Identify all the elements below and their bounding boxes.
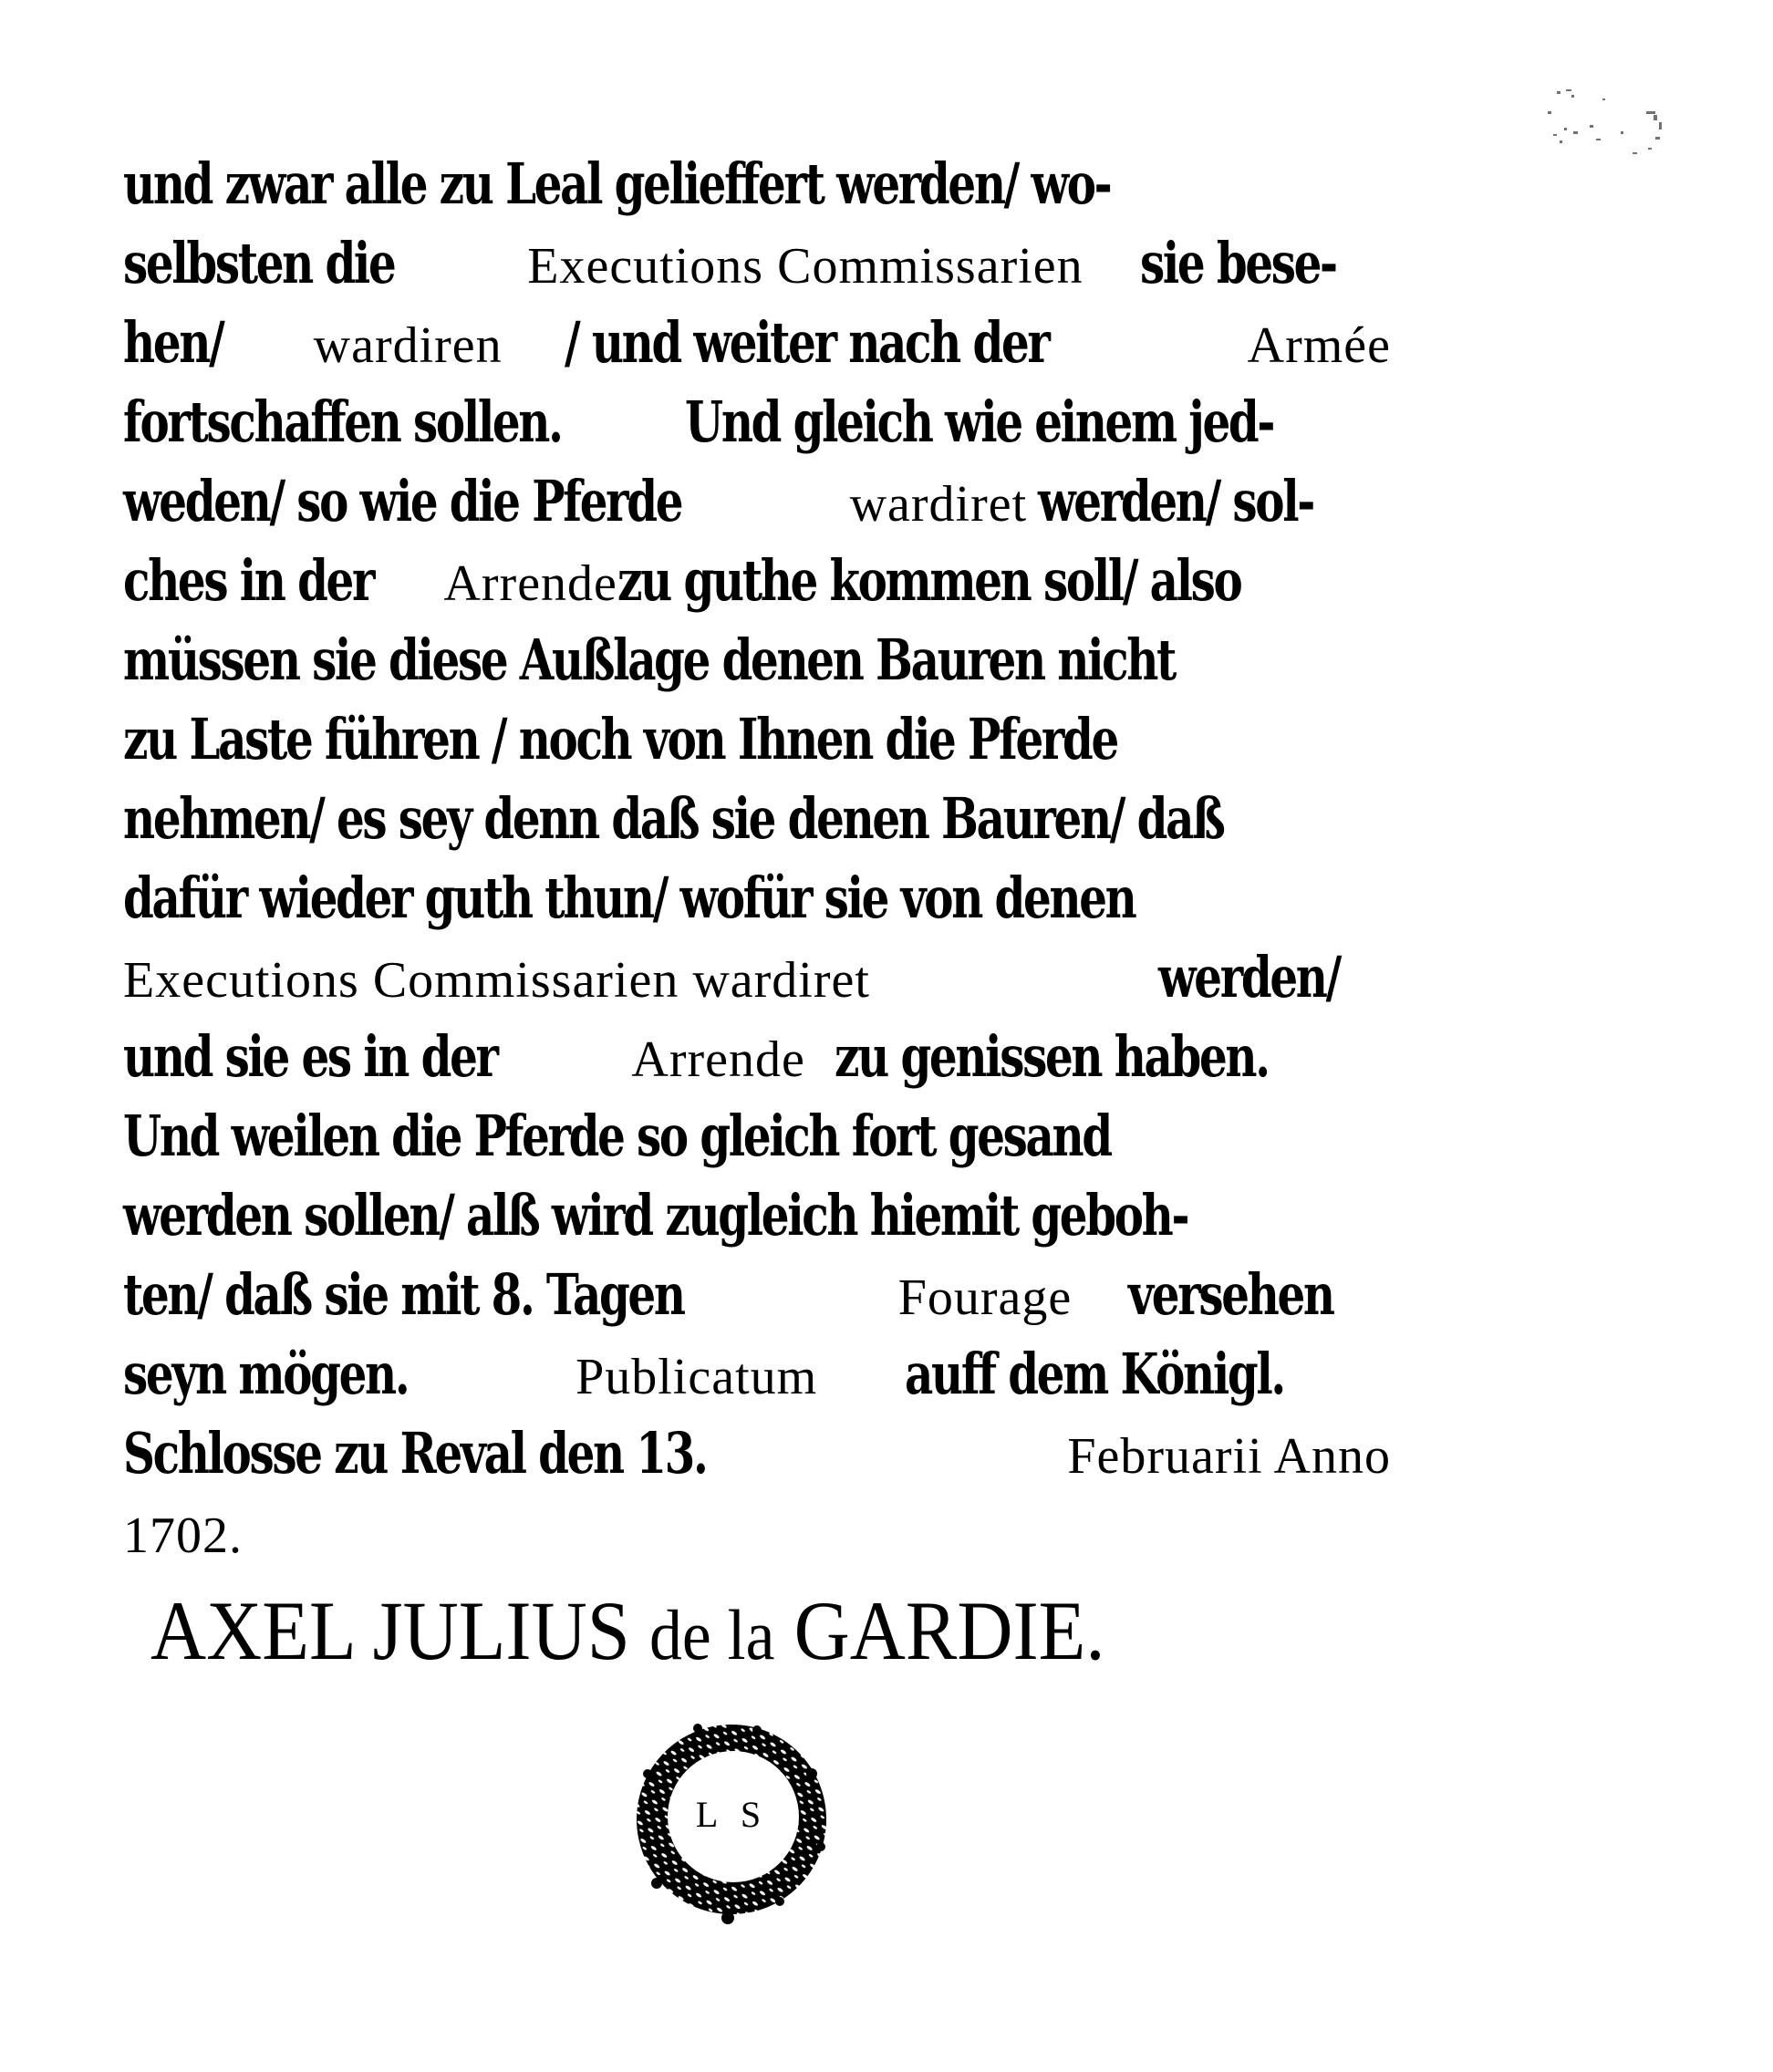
text-line xyxy=(123,689,1391,772)
fraktur-text-segment: ten/ daß sie mit 8. Tagen xyxy=(123,1261,684,1328)
fraktur-text-segment: werden/ xyxy=(1157,944,1340,1010)
fraktur-text-segment: seyn mögen. xyxy=(123,1341,409,1407)
roman-text-segment: Executions Commissarien xyxy=(527,238,1084,295)
faded-stamp-icon xyxy=(1546,84,1683,157)
roman-text-segment: Februarii Anno xyxy=(1067,1428,1391,1485)
fraktur-text-segment: versehen xyxy=(1127,1261,1333,1328)
roman-text-segment: Arrende xyxy=(443,555,617,612)
text-line xyxy=(123,212,1391,296)
roman-text-segment: Publicatum xyxy=(575,1349,818,1405)
roman-text-segment: Executions Commissarien wardiret xyxy=(123,952,870,1009)
text-line xyxy=(123,1165,1391,1248)
fraktur-text-segment: / und weiter nach der xyxy=(565,309,1049,376)
signature-name-part2: de la xyxy=(648,1595,775,1674)
fraktur-text-segment: ches in der xyxy=(123,547,374,614)
signature xyxy=(150,1582,1104,1679)
text-line xyxy=(123,371,1391,455)
roman-text-segment: 1702. xyxy=(123,1507,243,1564)
fraktur-text-segment: werden sollen/ alß wird zugleich hiemit geboh- xyxy=(123,1182,1188,1248)
fraktur-text-segment: nehmen/ es sey denn daß sie denen Bauren/ daß xyxy=(123,785,1224,852)
text-line xyxy=(123,768,1391,852)
text-line xyxy=(123,847,1391,931)
fraktur-text-segment: hen/ xyxy=(123,309,223,376)
text-line xyxy=(123,927,1391,1010)
fraktur-text-segment: fortschaffen sollen. xyxy=(123,388,562,455)
fraktur-text-segment: auff dem Königl. xyxy=(904,1341,1284,1407)
fraktur-text-segment: und zwar alle zu Leal gelieffert werden/ wo- xyxy=(123,150,1111,217)
fraktur-text-segment: Schlosse zu Reval den 13. xyxy=(123,1420,707,1487)
fraktur-text-segment: selbsten die xyxy=(123,230,395,296)
fraktur-text-segment: sie bese- xyxy=(1139,230,1336,296)
roman-text-segment: wardiren xyxy=(313,317,503,374)
text-line xyxy=(123,1085,1391,1169)
fraktur-text-segment: Und gleich wie einem jed- xyxy=(685,388,1274,455)
fraktur-text-segment: werden/ sol- xyxy=(1037,468,1313,534)
text-line xyxy=(123,530,1391,614)
text-line xyxy=(123,1006,1391,1090)
fraktur-text-segment: müssen sie diese Außlage denen Bauren nicht xyxy=(123,627,1176,693)
roman-text-segment: Arrende xyxy=(631,1031,805,1088)
roman-text-segment: Fourage xyxy=(897,1269,1073,1326)
text-line xyxy=(123,451,1391,534)
signature-name-part1: AXEL JULIUS xyxy=(150,1584,630,1677)
fraktur-text-segment: dafür wieder guth thun/ wofür sie von denen xyxy=(123,865,1135,931)
fraktur-text-segment: weden/ so wie die Pferde xyxy=(123,468,682,534)
roman-text-segment: wardiret xyxy=(849,476,1028,533)
text-line xyxy=(123,1403,1391,1487)
fraktur-text-segment: zu genissen haben. xyxy=(835,1023,1269,1090)
fraktur-text-segment: und sie es in der xyxy=(123,1023,497,1090)
seal-text: L S xyxy=(695,1794,769,1835)
text-line xyxy=(123,1323,1391,1407)
fraktur-text-segment: Und weilen die Pferde so gleich fort gesand xyxy=(123,1103,1111,1169)
fraktur-text-segment: zu guthe kommen soll/ also xyxy=(617,547,1241,614)
text-line xyxy=(123,609,1391,693)
signature-name-part3: GARDIE. xyxy=(793,1584,1105,1677)
text-line xyxy=(123,1482,1391,1564)
fraktur-text-segment: zu Laste führen / noch von Ihnen die Pferde xyxy=(123,706,1117,772)
text-line xyxy=(123,292,1391,376)
wreath-seal-icon xyxy=(620,1710,844,1933)
roman-text-segment: Armée xyxy=(1247,317,1391,374)
text-line xyxy=(123,133,1391,217)
text-line xyxy=(123,1244,1391,1328)
